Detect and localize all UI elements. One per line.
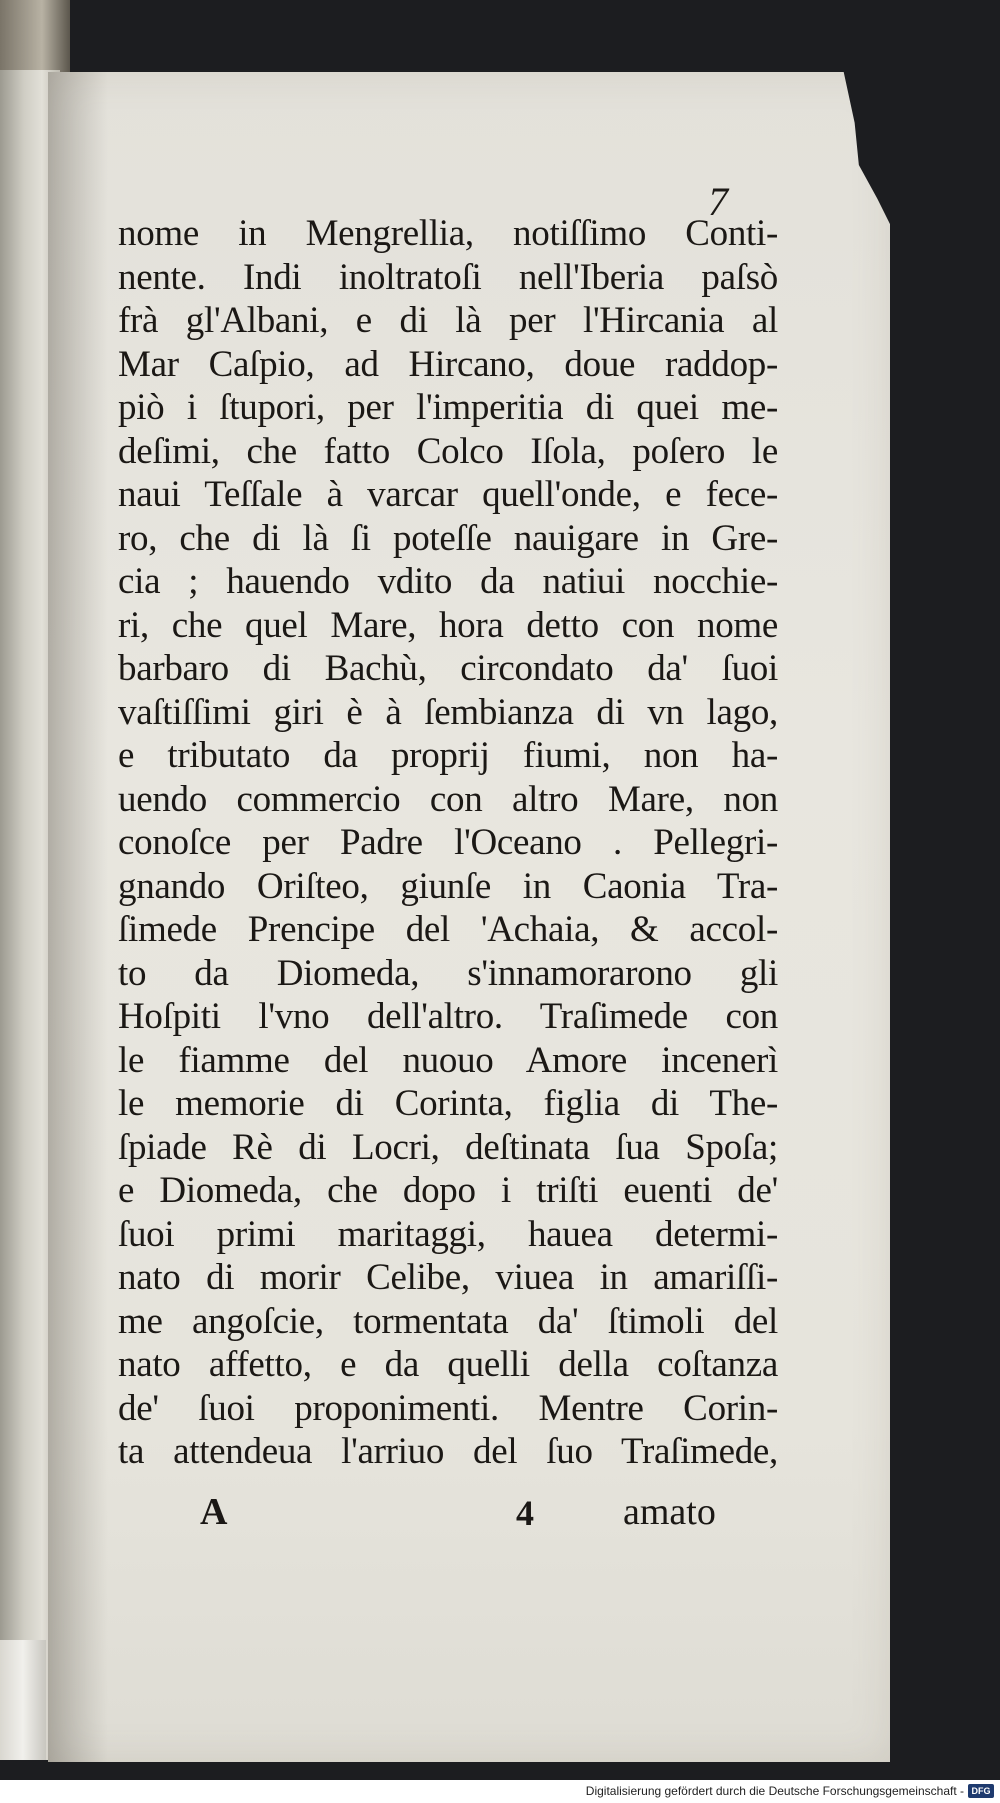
text-line: e tributato da proprij fiumi, non ha-	[118, 735, 778, 776]
funding-credit: Digitalisierung gefördert durch die Deutsche Forschungsgemeinschaft -	[585, 1784, 964, 1798]
text-line: me angoſcie, tormentata da' ſtimoli del	[118, 1300, 778, 1342]
footer-bar	[0, 1780, 1000, 1803]
text-line: uendo commercio con altro Mare, non	[118, 778, 778, 820]
text-line: e Diomeda, che dopo i triſti euenti de'	[118, 1170, 778, 1211]
text-line: gnando Oriſteo, giunſe in Caonia Tra-	[118, 865, 778, 907]
text-line: piò i ſtupori, per l'imperitia di quei me-	[118, 387, 778, 428]
page-clip	[0, 1640, 46, 1760]
text-line: cia ; hauendo vdito da natiui nocchie-	[118, 561, 778, 602]
text-line: naui Teſſale à varcar quell'onde, e fece-	[118, 474, 778, 515]
text-line: barbaro di Bachù, circondato da' ſuoi	[118, 648, 778, 689]
text-line: conoſce per Padre l'Oceano . Pellegri-	[118, 822, 778, 863]
catchword: amato	[623, 1491, 716, 1533]
page-number: 7	[708, 179, 728, 224]
text-line: le memorie di Corinta, figlia di The-	[118, 1083, 778, 1124]
gutter-shadow	[48, 72, 108, 1762]
text-line: vaſtiſſimi giri è à ſembianza di vn lago,	[118, 691, 778, 733]
text-line: le fiamme del nuouo Amore incenerì	[118, 1039, 778, 1081]
text-line: to da Diomeda, s'innamorarono gli	[118, 952, 778, 994]
text-line: nato di morir Celibe, viuea in amariſſi-	[118, 1257, 778, 1298]
text-line: ri, che quel Mare, hora detto con nome	[118, 604, 778, 646]
text-line: frà gl'Albani, e di là per l'Hircania al	[118, 300, 778, 341]
text-line: ſpiade Rè di Locri, deſtinata ſua Spoſa;	[118, 1126, 778, 1168]
text-line: nome in Mengrellia, notiſſimo Conti-	[118, 213, 778, 254]
text-line: nato affetto, e da quelli della coſtanza	[118, 1344, 778, 1385]
catch-row	[118, 1490, 778, 1540]
signature-number: 4	[516, 1493, 534, 1533]
page-text	[118, 212, 778, 1474]
dfg-logo: DFG	[968, 1784, 994, 1798]
signature-mark: A	[200, 1491, 228, 1533]
text-line: nente. Indi inoltratoſi nell'Iberia paſsò	[118, 256, 778, 298]
text-line: ro, che di là ſi poteſſe nauigare in Gre-	[118, 517, 778, 559]
text-line: de' ſuoi proponimenti. Mentre Corin-	[118, 1387, 778, 1429]
text-line: deſimi, che fatto Colco Iſola, poſero le	[118, 430, 778, 472]
text-line: Mar Caſpio, ad Hircano, doue raddop-	[118, 343, 778, 385]
text-line: ſuoi primi maritaggi, hauea determi-	[118, 1213, 778, 1255]
text-line: ſimede Prencipe del 'Achaia, & accol-	[118, 909, 778, 950]
text-line: ta attendeua l'arriuo del ſuo Traſimede,	[118, 1431, 778, 1472]
text-line: Hoſpiti l'vno dell'altro. Traſimede con	[118, 996, 778, 1037]
